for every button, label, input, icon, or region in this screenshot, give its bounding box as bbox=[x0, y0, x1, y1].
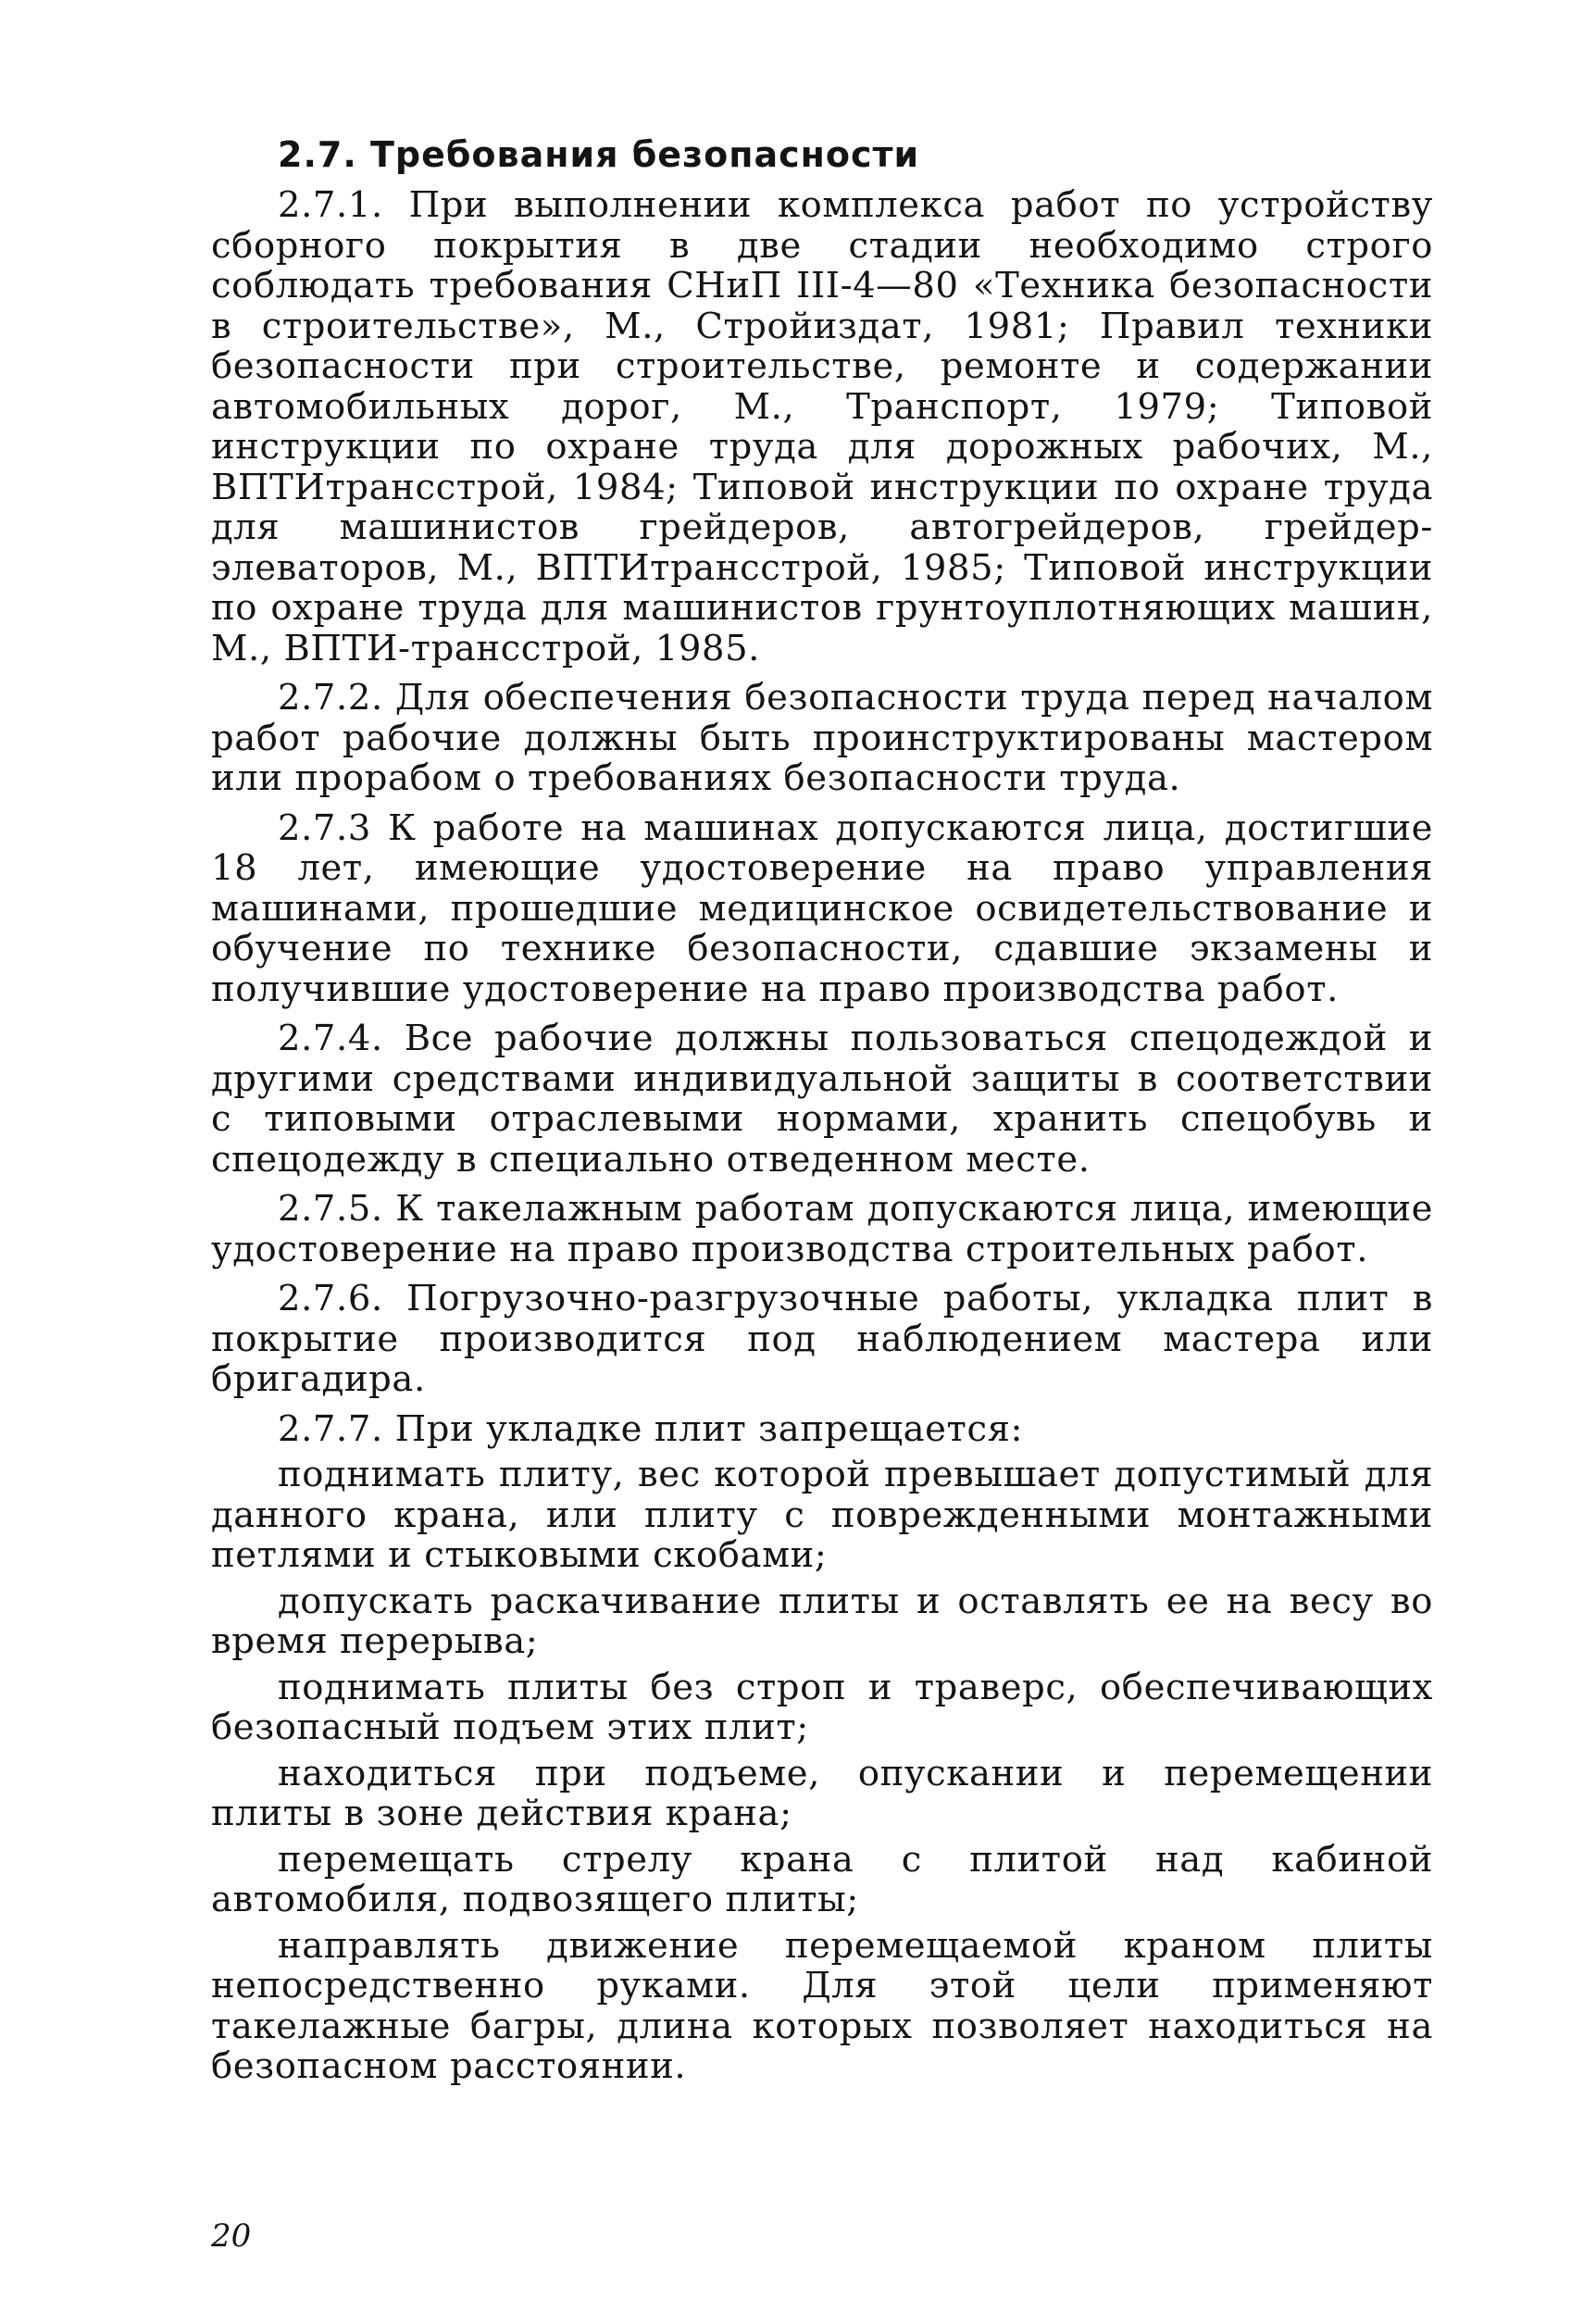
prohibition-item: перемещать стрелу крана с плитой над кабиной автомобиля, подвозящего плиты; bbox=[211, 1838, 1433, 1920]
prohibition-item: находиться при подъеме, опускании и перемещении плиты в зоне действия крана; bbox=[211, 1752, 1433, 1834]
paragraph-2-7-6: 2.7.6. Погрузочно-разгрузочные работы, укладка плит в покрытие производится под наблюдением мастера или бригадира. bbox=[211, 1278, 1433, 1400]
paragraph-2-7-2: 2.7.2. Для обеспечения безопасности труда перед началом работ рабочие должны быть проинструктированы мастером или прорабом о требованиях безопасности труда. bbox=[211, 677, 1433, 799]
prohibition-item: направлять движение перемещаемой краном плиты непосредственно руками. Для этой цели применяют такелажные багры, длина которых позволяет находиться на безопасном расстоянии. bbox=[211, 1924, 1433, 2087]
prohibition-item: поднимать плиты без строп и траверс, обеспечивающих безопасный подъем этих плит; bbox=[211, 1666, 1433, 1748]
paragraph-2-7-1: 2.7.1. При выполнении комплекса работ по устройству сборного покрытия в две стадии необходимо строго соблюдать требования СНиП III-4—80 «Техника безопасности в строительстве», М., Стройиздат, 1981; Правил техники безопасности при строительстве, ремонте и содержании автомобильных дорог, М., Транспорт, 1979; Типовой инструкции по охране труда для дорожных рабочих, М., ВПТИтрансстрой, 1984; Типовой инструкции по охране труда для машинистов грейдеров, автогрейдеров, грейдер-элеваторов, М., ВПТИтрансстрой, 1985; Типовой инструкции по охране труда для машинистов грунтоуплотняющих машин, М., ВПТИ-трансстрой, 1985. bbox=[211, 184, 1433, 669]
paragraph-2-7-5: 2.7.5. К такелажным работам допускаются лица, имеющие удостоверение на право производства строительных работ. bbox=[211, 1188, 1433, 1270]
paragraph-2-7-3: 2.7.3 К работе на машинах допускаются лица, достигшие 18 лет, имеющие удостоверение на право управления машинами, прошедшие медицинское освидетельствование и обучение по технике безопасности, сдавшие экзамены и получившие удостоверение на право производства работ. bbox=[211, 806, 1433, 1010]
prohibition-item: допускать раскачивание плиты и оставлять ее на весу во время перерыва; bbox=[211, 1580, 1433, 1662]
prohibition-item: поднимать плиту, вес которой превышает допустимый для данного крана, или плиту с поврежденными монтажными петлями и стыковыми скобами; bbox=[211, 1454, 1433, 1576]
document-page bbox=[211, 130, 1433, 2241]
paragraph-2-7-7: 2.7.7. При укладке плит запрещается: bbox=[278, 1407, 1024, 1450]
page-number: 20 bbox=[211, 2218, 252, 2255]
section-heading: 2.7. Требования безопасности bbox=[278, 134, 920, 175]
paragraph-2-7-4: 2.7.4. Все рабочие должны пользоваться спецодеждой и другими средствами индивидуальной защиты в соответствии с типовыми отраслевыми нормами, хранить спецобувь и спецодежду в специально отведенном месте. bbox=[211, 1018, 1433, 1181]
